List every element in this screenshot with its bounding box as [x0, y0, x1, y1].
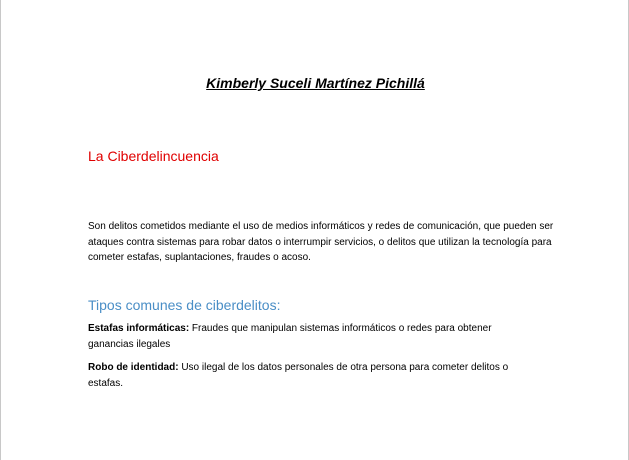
item-description: Uso ilegal de los datos personales de otra persona para cometer delitos o estafas.	[88, 362, 509, 389]
item-term: Robo de identidad:	[88, 362, 179, 373]
item-term: Estafas informáticas:	[88, 323, 190, 334]
list-item-robo-identidad	[88, 360, 538, 392]
intro-paragraph: Son delitos cometidos mediante el uso de medios informáticos y redes de comunicación, que pueden ser ataques contra sistemas para robar datos o interrumpir servicios, o delitos que utilizan la tecnología para cometer estafas, suplantaciones, fraudes o acoso.	[88, 221, 554, 263]
list-item-estafas	[88, 321, 538, 353]
item-description: Fraudes que manipulan sistemas informáticos o redes para obtener ganancias ilegales	[88, 323, 492, 350]
section-heading: Tipos comunes de ciberdelitos:	[88, 297, 281, 313]
author-name: Kimberly Suceli Martínez Pichillá	[206, 75, 425, 91]
document-title: La Ciberdelincuencia	[88, 148, 219, 164]
